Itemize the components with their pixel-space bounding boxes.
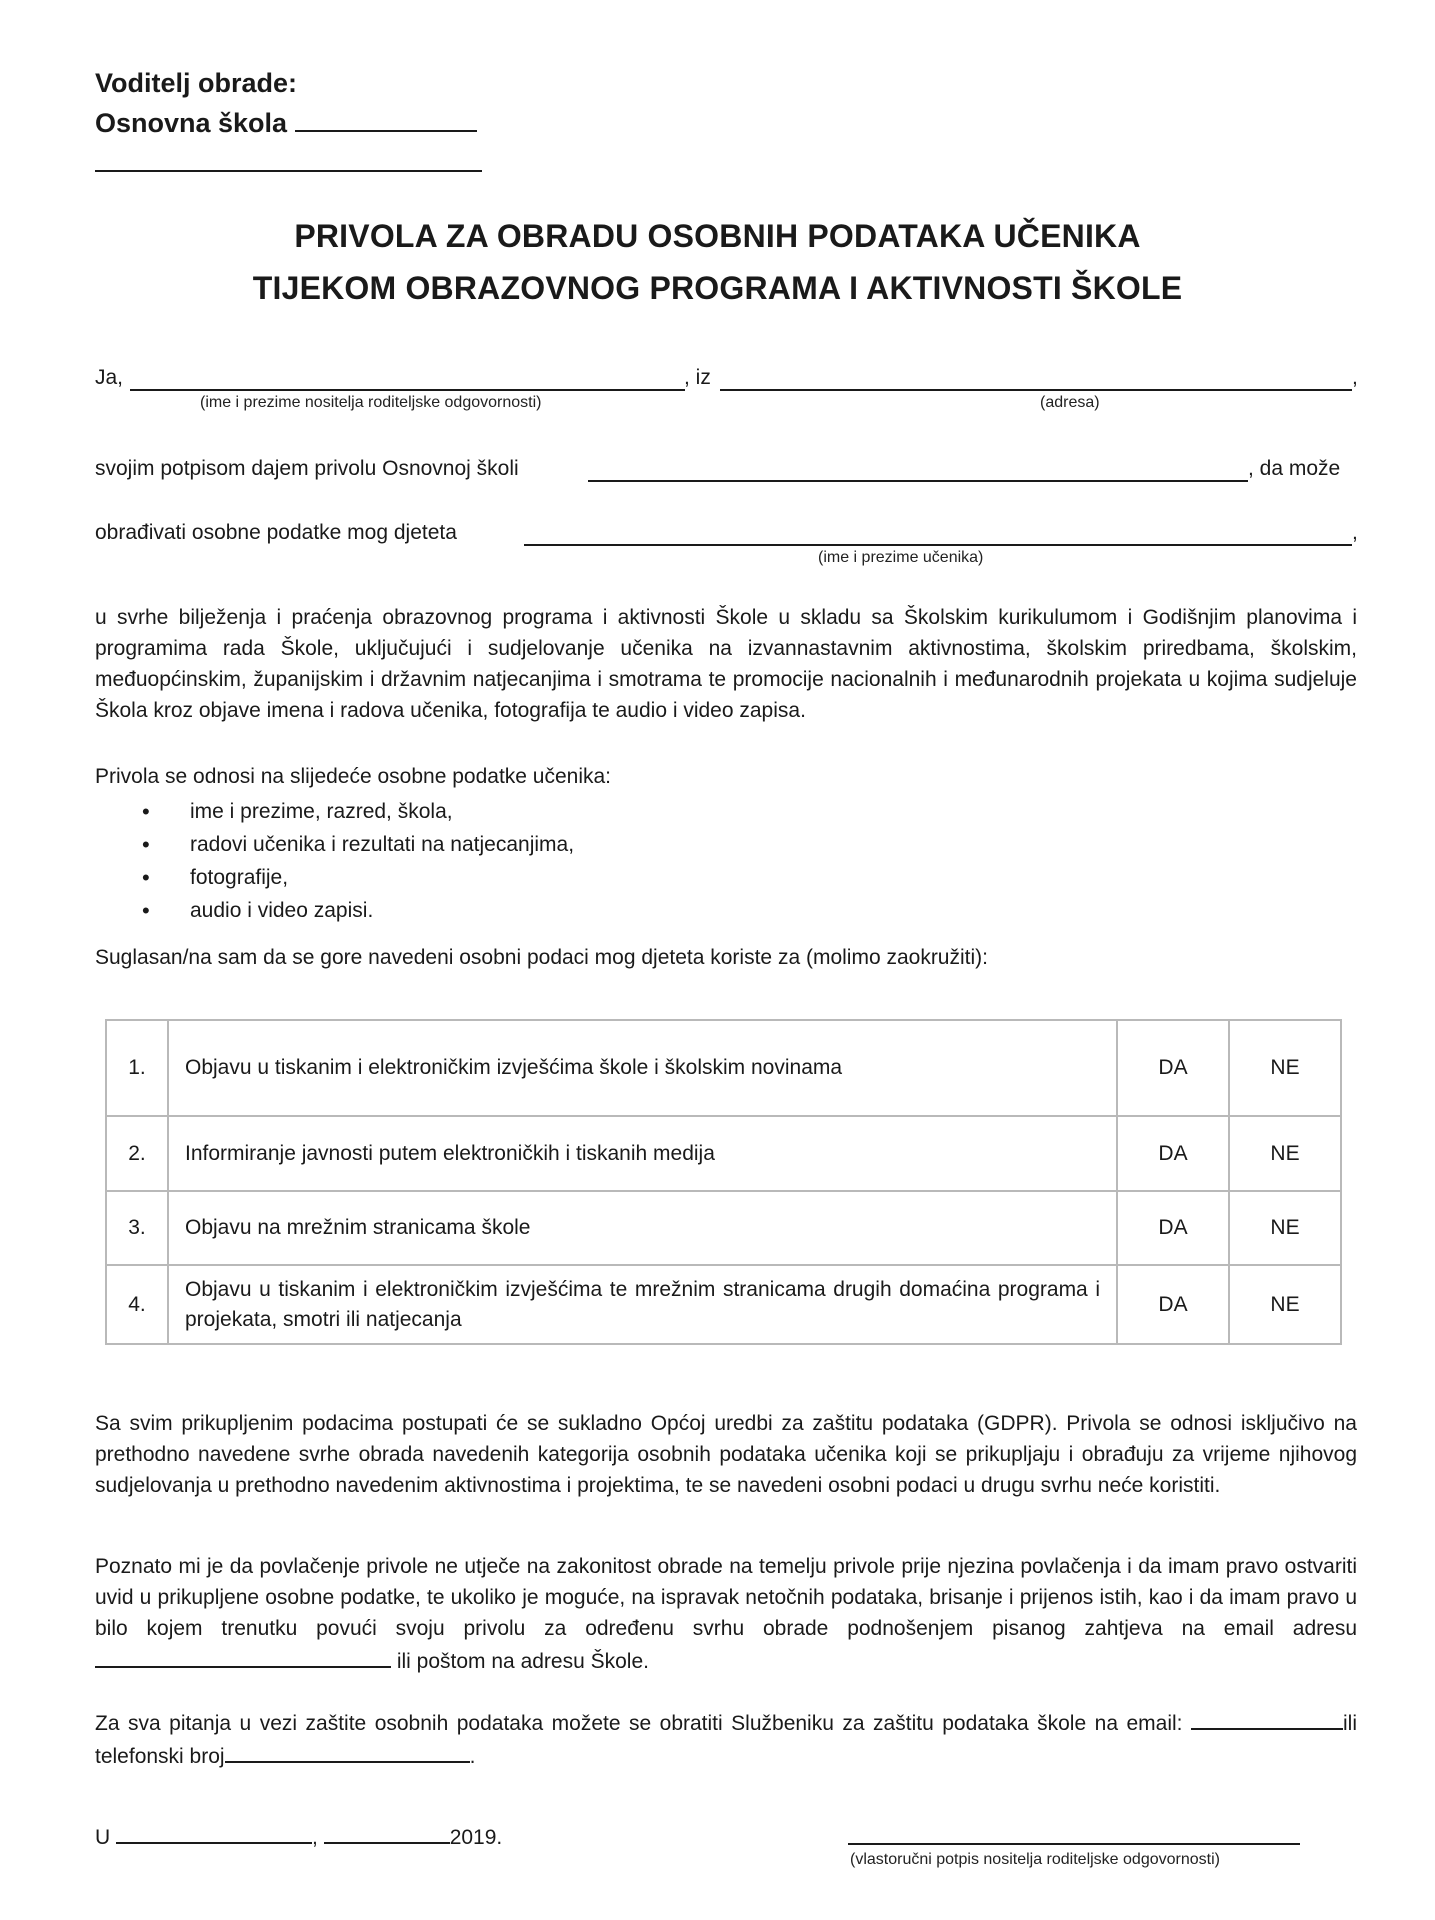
row-purpose: Informiranje javnosti putem elektroničkih i tiskanih medija [168, 1116, 1117, 1191]
contact-text: Za sva pitanja u vezi zaštite osobnih podataka možete se obratiti Službeniku za zaštitu podataka škole na email: [95, 1712, 1183, 1735]
student-name-blank[interactable] [524, 544, 1352, 546]
student-line-comma: , [1352, 521, 1358, 544]
bullet-icon: • [142, 799, 150, 824]
row-purpose: Objavu na mrežnim stranicama škole [168, 1191, 1117, 1265]
process-label: obrađivati osobne podatke mog djeteta [95, 521, 457, 544]
school-consent-blank[interactable] [588, 480, 1248, 482]
row-number: 4. [106, 1265, 168, 1344]
parent-name-caption: (ime i prezime nositelja roditeljske odgovornosti) [200, 394, 542, 411]
row-purpose: Objavu u tiskanim i elektroničkim izvješćima škole i školskim novinama [168, 1020, 1117, 1116]
document-title-line1: PRIVOLA ZA OBRADU OSOBNIH PODATAKA UČENIKA [294, 218, 1141, 254]
no-option[interactable]: NE [1229, 1116, 1341, 1191]
email-address-blank[interactable] [95, 1644, 391, 1668]
list-item: • fotografije, [95, 861, 995, 894]
table-row [106, 1265, 1341, 1344]
signature-consent-label: svojim potpisom dajem privolu Osnovnoj školi [95, 457, 519, 480]
table-row [106, 1116, 1341, 1191]
withdrawal-tail: ili poštom na adresu Škole. [396, 1650, 649, 1673]
student-name-caption: (ime i prezime učenika) [818, 549, 984, 566]
place-label: U [95, 1826, 111, 1849]
ja-label: Ja, [95, 366, 124, 389]
address-caption: (adresa) [1040, 394, 1100, 411]
yes-option[interactable]: DA [1117, 1116, 1229, 1191]
consent-table [105, 1019, 1342, 1345]
date-blank[interactable] [324, 1820, 450, 1844]
yes-option[interactable]: DA [1117, 1191, 1229, 1265]
controller-label: Voditelj obrade: [95, 68, 298, 98]
no-option[interactable]: NE [1229, 1265, 1341, 1344]
document-title-line2: TIJEKOM OBRAZOVNOG PROGRAMA I AKTIVNOSTI ŠKOLE [252, 270, 1183, 306]
ja-line-comma: , [1352, 366, 1358, 389]
school-label: Osnovna škola [95, 108, 288, 138]
list-item: • audio i video zapisi. [95, 894, 995, 927]
place-date-line [95, 1820, 502, 1853]
bullet-icon: • [142, 865, 150, 890]
parent-name-blank[interactable] [130, 389, 685, 391]
place-blank[interactable] [116, 1820, 312, 1844]
signature-caption: (vlastoručni potpis nositelja roditeljske odgovornosti) [850, 1851, 1220, 1868]
iz-label: , iz [684, 366, 711, 389]
year-label: 2019. [449, 1826, 503, 1849]
agreement-prompt: Suglasan/na sam da se gore navedeni osobni podaci mog djeteta koriste za (molimo zaokružiti): [95, 946, 988, 969]
bullet-icon: • [142, 898, 150, 923]
data-list [95, 795, 995, 927]
bullet-icon: • [142, 832, 150, 857]
yes-option[interactable]: DA [1117, 1265, 1229, 1344]
withdrawal-paragraph [95, 1551, 1357, 1677]
list-item: • ime i prezime, razred, škola, [95, 795, 995, 828]
dpo-phone-blank[interactable] [225, 1739, 470, 1763]
signature-blank[interactable] [848, 1843, 1300, 1845]
gdpr-paragraph: Sa svim prikupljenim podacima postupati će se sukladno Općoj uredbi za zaštitu podataka (GDPR). Privola se odnosi isključivo na prethodno navedene svrhe obrada navedenih kategorija osobnih podataka učenika koji se prikupljaju i obrađuju za vrijeme njihovog sudjelovanja u prethodno navedenim aktivnostima i projektima, te se navedeni osobni podaci u drugu svrhu neće koristiti. [95, 1412, 1357, 1497]
withdrawal-text: Poznato mi je da povlačenje privole ne utječe na zakonitost obrade na temelju privole prije njezina povlačenja i da imam pravo ostvariti uvid u prikupljene osobne podatke, te ukoliko je moguće, na ispravak netočnih podataka, brisanje i prijenos istih, kao i da imam pravo u bilo kojem trenutku povući svoju privolu za određenu svrhu obrade podnošenjem pisanog zahtjeva na email adresu [95, 1555, 1357, 1640]
dpo-email-blank[interactable] [1191, 1706, 1343, 1730]
address-blank[interactable] [720, 389, 1352, 391]
data-list-intro: Privola se odnosi na slijedeće osobne podatke učenika: [95, 765, 612, 788]
row-number: 1. [106, 1020, 168, 1116]
table-row [106, 1020, 1341, 1116]
row-number: 3. [106, 1191, 168, 1265]
table-row [106, 1191, 1341, 1265]
school-address-blank[interactable] [95, 170, 482, 172]
may-label: , da može [1248, 457, 1341, 480]
school-line [95, 108, 477, 139]
purpose-paragraph: u svrhe bilježenja i praćenja obrazovnog programa i aktivnosti Škole u skladu sa Školskim kurikulumom i Godišnjim planovima i programima rada Škole, uključujući i sudjelovanje učenika na izvannastavnim aktivnostima, školskim priredbama, školskim, međuopćinskim, županijskim i državnim natjecanjima i smotrama te promocije nacionalnih i međunarodnih projekata u kojima sudjeluje Škola kroz objave imena i radova učenika, fotografija te audio i video zapisa. [95, 606, 1357, 722]
no-option[interactable]: NE [1229, 1191, 1341, 1265]
row-purpose: Objavu u tiskanim i elektroničkim izvješćima te mrežnim stranicama drugih domaćina programa i projekata, smotri ili natjecanja [168, 1265, 1117, 1344]
place-date-comma: , [312, 1826, 318, 1849]
no-option[interactable]: NE [1229, 1020, 1341, 1116]
yes-option[interactable]: DA [1117, 1020, 1229, 1116]
school-name-blank[interactable] [295, 108, 477, 132]
phone-label: ili telefonski broj [95, 1712, 1358, 1768]
contact-end: . [469, 1745, 476, 1768]
contact-paragraph [95, 1706, 1357, 1772]
list-item: • radovi učenika i rezultati na natjecanjima, [95, 828, 995, 861]
row-number: 2. [106, 1116, 168, 1191]
